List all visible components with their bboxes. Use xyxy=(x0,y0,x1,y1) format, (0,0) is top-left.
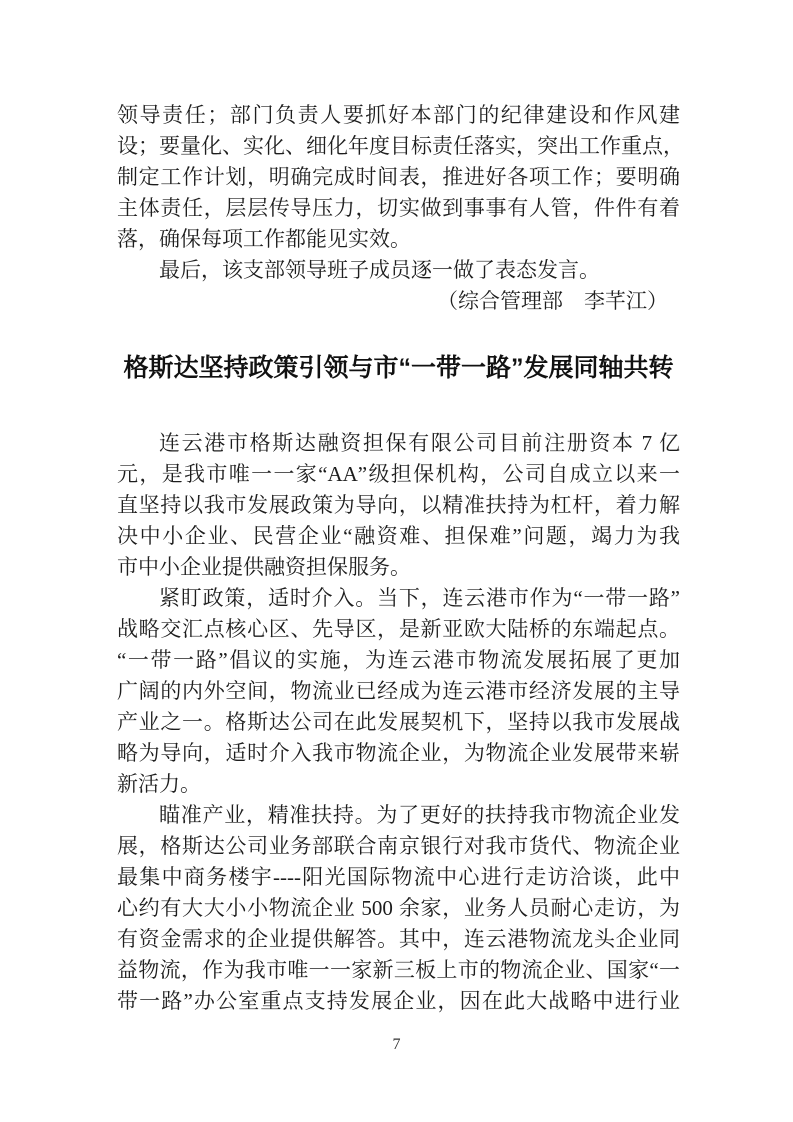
page-number: 7 xyxy=(392,1036,401,1053)
text-line: 决中小企业、民营企业“融资难、担保难”问题，竭力为我 xyxy=(117,524,680,548)
text-line: 瞄准产业，精准扶持。为了更好的扶持我市物流企业发 xyxy=(159,803,680,827)
text-line: “一带一路”倡议的实施，为连云港市物流发展拓展了更加 xyxy=(117,648,680,672)
text-line: 益物流，作为我市唯一一家新三板上市的物流企业、国家“一 xyxy=(117,958,680,982)
closing-paragraph xyxy=(117,255,680,286)
text-line: 战略交汇点核心区、先导区，是新亚欧大陆桥的东端起点。 xyxy=(117,617,680,641)
text-line: 最集中商务楼宇----阳光国际物流中心进行走访洽谈，此中 xyxy=(117,865,680,889)
text-line: 略为导向，适时介入我市物流企业，为物流企业发展带来崭 xyxy=(117,741,680,765)
text-line: 设；要量化、实化、细化年度目标责任落实，突出工作重点， xyxy=(117,134,684,158)
text-line: 有资金需求的企业提供解答。其中，连云港物流龙头企业同 xyxy=(117,927,680,951)
text-line: 新活力。 xyxy=(117,772,201,796)
text-line: 产业之一。格斯达公司在此发展契机下，坚持以我市发展战 xyxy=(117,710,680,734)
text-line: 最后，该支部领导班子成员逐一做了表态发言。 xyxy=(159,258,600,282)
article-paragraph-1 xyxy=(117,428,680,583)
text-line: 连云港市格斯达融资担保有限公司目前注册资本 7 亿 xyxy=(159,431,680,455)
paragraph-continuation xyxy=(117,100,684,255)
text-line: 元，是我市唯一一家“AA”级担保机构，公司自成立以来一 xyxy=(117,462,680,486)
article-paragraph-2 xyxy=(117,583,680,800)
text-line: 制定工作计划，明确完成时间表，推进好各项工作；要明确 xyxy=(117,165,680,189)
text-line: 直坚持以我市发展政策为导向，以精准扶持为杠杆，着力解 xyxy=(117,493,680,517)
text-line: 展，格斯达公司业务部联合南京银行对我市货代、物流企业 xyxy=(117,834,680,858)
article-body xyxy=(117,428,680,1017)
text-line: 领导责任；部门负责人要抓好本部门的纪律建设和作风建 xyxy=(117,103,680,127)
article-title: 格斯达坚持政策引领与市“一带一路”发展同轴共转 xyxy=(123,354,674,382)
text-line: 带一路”办公室重点支持发展企业，因在此大战略中进行业 xyxy=(117,989,680,1013)
text-line: 紧盯政策，适时介入。当下，连云港市作为“一带一路” xyxy=(159,586,680,610)
page-body xyxy=(117,100,684,1017)
text-line: 落，确保每项工作都能见实效。 xyxy=(117,227,411,251)
text-line: 心约有大大小小物流企业 500 余家，业务人员耐心走访，为 xyxy=(117,896,680,920)
text-line: 广阔的内外空间，物流业已经成为连云港市经济发展的主导 xyxy=(117,679,680,703)
article-paragraph-3 xyxy=(117,800,680,1017)
text-line: 市中小企业提供融资担保服务。 xyxy=(117,555,411,579)
byline: （综合管理部 李芊江） xyxy=(437,289,668,313)
text-line: 主体责任，层层传导压力，切实做到事事有人管，件件有着 xyxy=(117,196,680,220)
